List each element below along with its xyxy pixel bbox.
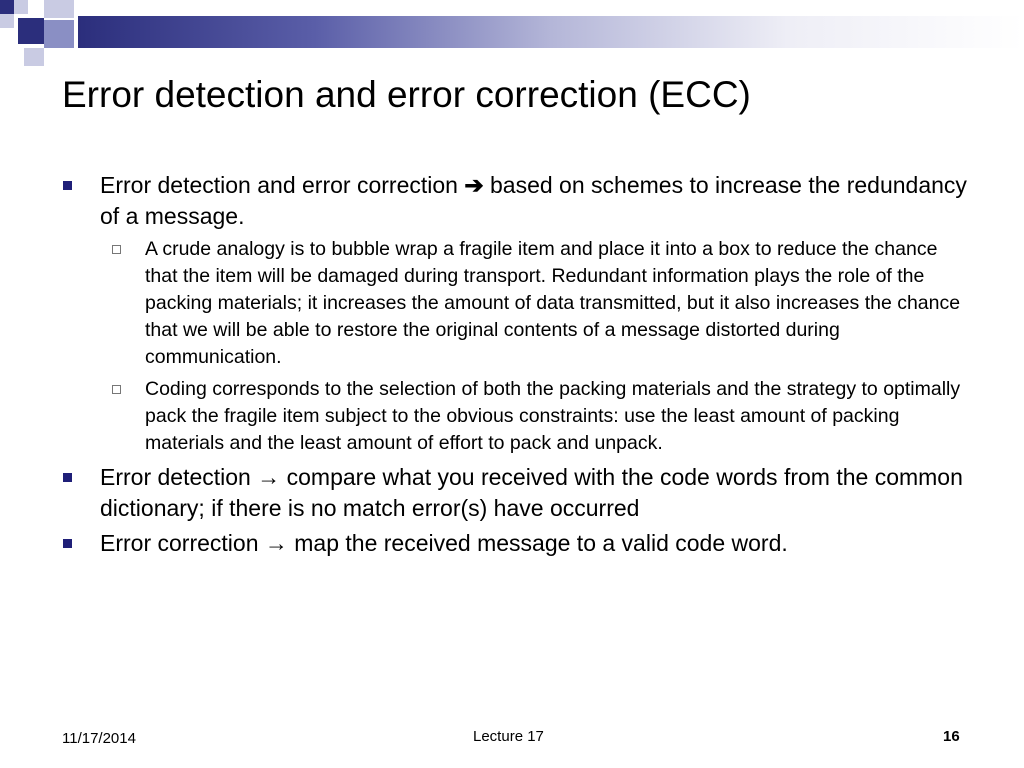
sub-bullet-text: A crude analogy is to bubble wrap a fragile item and place it into a box to reduce the chance that the item will be damaged during transport. Redundant information plays the role of the packing materials; it increases the amount of data transmitted, but it also increases the chance that we will be able to restore the original contents of a message distorted during communication.	[145, 238, 961, 368]
page-number: 16	[943, 728, 960, 745]
bullet-text: based on schemes to increase the redundancy of a message.	[100, 172, 967, 229]
bullet-text: compare what you received with the code words from the common dictionary; if there is no match error(s) have occurred	[100, 464, 963, 521]
footer-date: 11/17/2014	[62, 730, 136, 747]
slide-content	[62, 170, 967, 563]
hollow-square-bullet-icon	[112, 245, 121, 254]
sub-bullet-item-2	[62, 376, 967, 457]
slide-title: Error detection and error correction (ECC)	[62, 74, 751, 115]
bullet-text: map the received message to a valid code word.	[287, 530, 788, 556]
bullet-item-1	[62, 170, 967, 232]
right-arrow-icon: →	[264, 530, 288, 556]
deco-square-1	[0, 0, 14, 14]
hollow-square-bullet-icon	[112, 385, 121, 394]
deco-square-6	[44, 20, 74, 48]
right-arrow-icon: →	[257, 464, 281, 490]
square-bullet-icon	[63, 473, 72, 482]
right-arrow-icon: ➔	[464, 172, 484, 198]
deco-square-2	[14, 0, 28, 14]
square-bullet-icon	[63, 539, 72, 548]
bullet-text: Error detection and error correction	[100, 172, 465, 198]
sub-bullet-item-1	[62, 236, 967, 371]
sub-bullet-text: Coding corresponds to the selection of both the packing materials and the strategy to optimally pack the fragile item subject to the obvious constraints: use the least amount of packing materials and the least amount of effort to pack and unpack.	[145, 378, 961, 454]
header-gradient-bar	[78, 16, 1024, 48]
bullet-text: Error correction	[100, 530, 265, 556]
deco-square-3	[0, 14, 14, 28]
bullet-text: Error detection	[100, 464, 258, 490]
footer-lecture: Lecture 17	[473, 728, 544, 745]
deco-square-7	[24, 48, 44, 66]
square-bullet-icon	[63, 181, 72, 190]
deco-square-4	[18, 18, 44, 44]
bullet-item-3	[62, 528, 967, 559]
deco-square-5	[44, 0, 74, 18]
bullet-item-2	[62, 462, 967, 524]
